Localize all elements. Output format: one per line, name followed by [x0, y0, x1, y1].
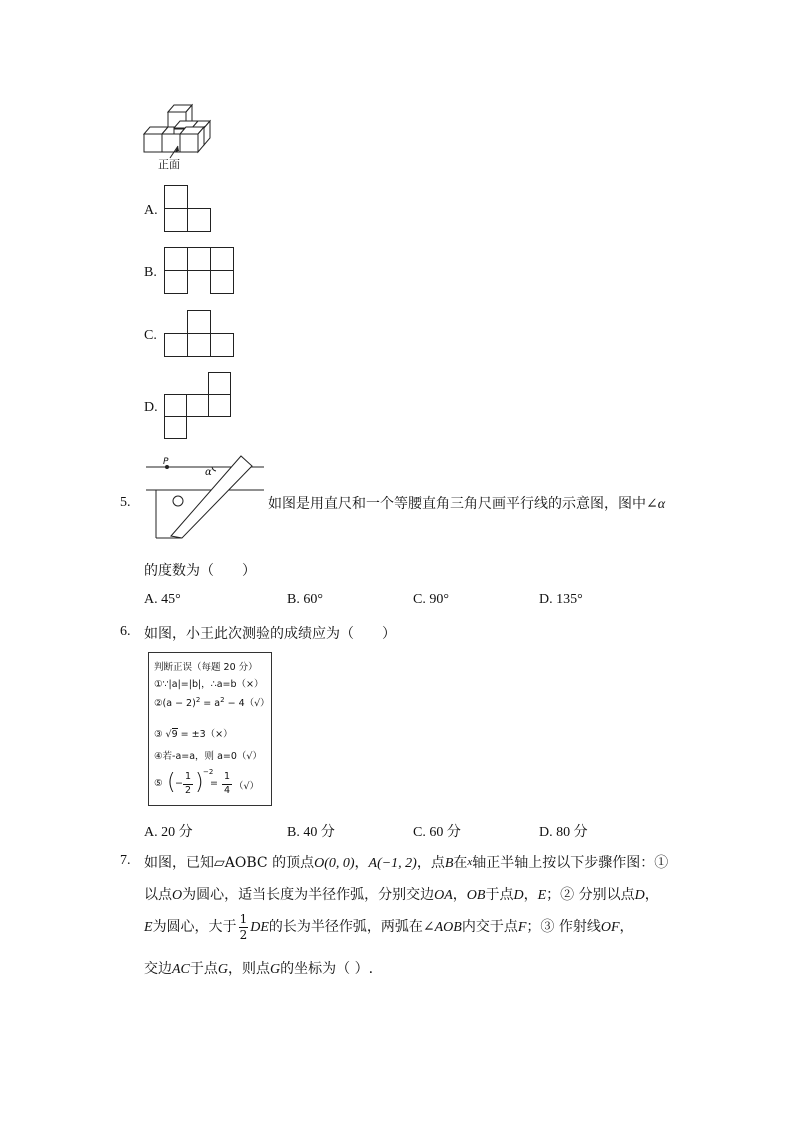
- q4-option-b-label: B.: [144, 265, 157, 280]
- point-p-label: P: [163, 457, 169, 467]
- q5-option-d: D. 135°: [539, 592, 583, 607]
- paren-open: (: [167, 770, 176, 795]
- card-title: 判断正误（每题 20 分）: [154, 662, 258, 673]
- q5-stem-line1: 如图是用直尺和一个等腰直角三角尺画平行线的示意图，图中∠α: [268, 496, 666, 512]
- sqrt-symbol: √: [165, 729, 172, 740]
- q6-option-c: C. 60 分: [413, 825, 461, 840]
- q5-option-c: C. 90°: [413, 592, 449, 607]
- q4-option-c-label: C.: [144, 328, 157, 343]
- card-line-1: ①∵|a|=|b|，∴a=b（×）: [154, 679, 264, 690]
- q6-stem: 如图，小王此次测验的成绩应为（ ）: [144, 626, 396, 642]
- q4-option-a-label: A.: [144, 203, 158, 218]
- q5-option-a: A. 45°: [144, 592, 181, 607]
- q4-option-d-figure: [164, 372, 236, 442]
- q6-option-b: B. 40 分: [287, 825, 335, 840]
- q7-number: 7.: [120, 853, 131, 868]
- q4-option-d-label: D.: [144, 400, 158, 415]
- q7-line-4: 交边AC于点G，则点G的坐标为（ ）.: [144, 961, 374, 977]
- card-line-3: ③ √9 = ±3（×）: [154, 729, 233, 740]
- q7-line-3: E为圆心，大于 $\frac{1}{2}$ DE的长为半径作弧，两弧在∠AOB内交于点F；③ 作射线OF，: [144, 912, 634, 942]
- q5-option-b: B. 60°: [287, 592, 323, 607]
- cube-solid-figure: [140, 100, 230, 175]
- q5-number: 5.: [120, 495, 131, 510]
- q6-option-d: D. 80 分: [539, 825, 588, 840]
- q4-option-a-figure: [164, 185, 214, 235]
- paren-close: ): [195, 770, 204, 795]
- front-view-label: 正面: [158, 158, 180, 171]
- card-line-2: ②(a − $2)^2 = a^2 - 4(√)$: [154, 695, 270, 709]
- angle-alpha-label: α: [205, 467, 212, 478]
- q7-line-2: 以点O为圆心，适当长度为半径作弧，分别交边OA，OB于点D，E；② 分别以点D，: [144, 887, 659, 903]
- half-fraction: $\frac{1}{2}$: [239, 912, 248, 942]
- q6-option-a: A. 20 分: [144, 825, 193, 840]
- q6-number: 6.: [120, 624, 131, 639]
- quiz-card: 判断正误（每题 20 分） ①∵|a|=|b|，∴a=b（×） ②(a − $2)^2 = a^2 - 4(√)$ ③ √9 = ±3（×） ④若-a=a，则 a=0（√） ⑤ ( − 1 2 ) −2 = 1 4 （√）: [148, 652, 272, 806]
- q4-option-b-figure: [164, 247, 236, 297]
- q4-option-c-figure: [164, 310, 236, 360]
- fraction-sign: −: [175, 778, 183, 789]
- card-line-4: ④若-a=a，则 a=0（√）: [154, 751, 262, 762]
- q7-line-1: 如图，已知▱AOBC 的顶点O(0, 0)，A(−1, 2)，点B在x轴正半轴上按以下步骤作图：①: [144, 855, 669, 871]
- q5-stem-line2: 的度数为（ ）: [144, 563, 256, 579]
